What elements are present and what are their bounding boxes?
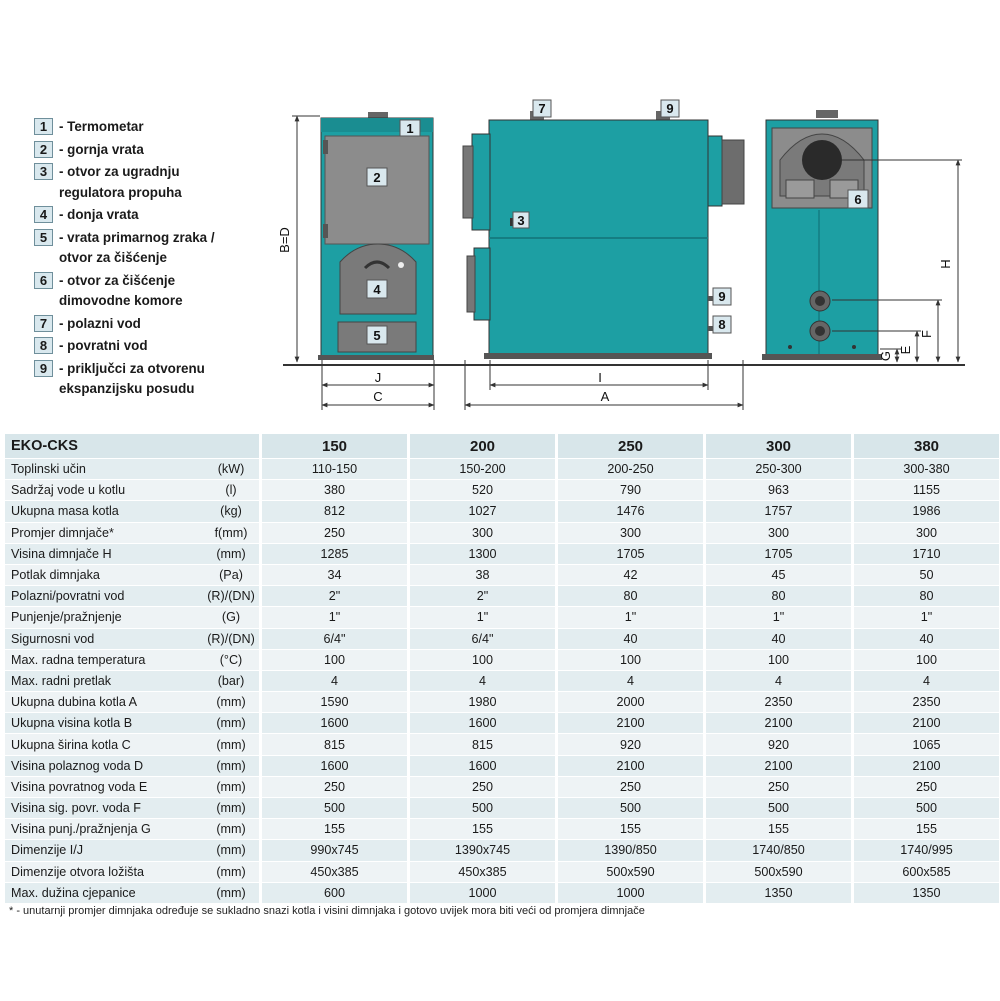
label-part-3: 3 bbox=[517, 213, 525, 228]
table-cell: 200-250 bbox=[555, 459, 703, 479]
table-cell: 6/4" bbox=[259, 629, 407, 649]
table-body bbox=[5, 459, 999, 903]
dim-label-g: G bbox=[878, 350, 893, 362]
label-part-9-back: 9 bbox=[718, 289, 726, 304]
table-cell: 80 bbox=[555, 586, 703, 606]
table-cell: 1600 bbox=[259, 756, 407, 776]
dim-label-e: E bbox=[898, 345, 913, 355]
table-cell: 1" bbox=[259, 607, 407, 627]
table-cell: 300 bbox=[407, 523, 555, 543]
table-cell: 2100 bbox=[703, 756, 851, 776]
label-part-6: 6 bbox=[854, 192, 862, 207]
unit-header bbox=[203, 434, 259, 458]
table-cell: 815 bbox=[407, 734, 555, 754]
table-row bbox=[5, 480, 999, 500]
table-cell: 38 bbox=[407, 565, 555, 585]
table-row bbox=[5, 819, 999, 839]
table-cell: 1740/850 bbox=[703, 840, 851, 860]
table-cell: 500 bbox=[555, 798, 703, 818]
row-label: Sadržaj vode u kotlu bbox=[5, 480, 203, 500]
table-cell: 1000 bbox=[555, 883, 703, 903]
table-cell: 1" bbox=[555, 607, 703, 627]
table-cell: 250 bbox=[259, 777, 407, 797]
table-cell: 155 bbox=[259, 819, 407, 839]
row-unit: (kW) bbox=[203, 459, 259, 479]
table-cell: 40 bbox=[851, 629, 999, 649]
row-unit: (°C) bbox=[203, 650, 259, 670]
table-cell: 500 bbox=[259, 798, 407, 818]
table-cell: 815 bbox=[259, 734, 407, 754]
table-cell: 1986 bbox=[851, 501, 999, 521]
model-header: 300 bbox=[703, 434, 851, 458]
table-cell: 300 bbox=[555, 523, 703, 543]
row-unit: (R)/(DN) bbox=[203, 586, 259, 606]
model-header: 200 bbox=[407, 434, 555, 458]
table-cell: 1" bbox=[703, 607, 851, 627]
legend-text: - donja vrata bbox=[59, 207, 139, 222]
table-cell: 2100 bbox=[703, 713, 851, 733]
table-row bbox=[5, 565, 999, 585]
row-label: Toplinski učin bbox=[5, 459, 203, 479]
legend-number: 1 bbox=[34, 118, 53, 135]
row-unit: (mm) bbox=[203, 798, 259, 818]
table-cell: 500x590 bbox=[555, 862, 703, 882]
table-row bbox=[5, 544, 999, 564]
row-label: Ukupna širina kotla C bbox=[5, 734, 203, 754]
table-row bbox=[5, 756, 999, 776]
table-cell: 45 bbox=[703, 565, 851, 585]
table-cell: 250 bbox=[407, 777, 555, 797]
table-cell: 100 bbox=[555, 650, 703, 670]
row-label: Punjenje/pražnjenje bbox=[5, 607, 203, 627]
legend-number: 5 bbox=[34, 229, 53, 246]
row-label: Visina polaznog voda D bbox=[5, 756, 203, 776]
table-cell: 1590 bbox=[259, 692, 407, 712]
row-unit: (mm) bbox=[203, 756, 259, 776]
table-cell: 1710 bbox=[851, 544, 999, 564]
table-cell: 250 bbox=[259, 523, 407, 543]
row-unit: (mm) bbox=[203, 713, 259, 733]
table-cell: 155 bbox=[555, 819, 703, 839]
label-part-4: 4 bbox=[373, 282, 381, 297]
legend-number: 3 bbox=[34, 163, 53, 180]
back-view bbox=[762, 110, 882, 360]
table-cell: 1705 bbox=[555, 544, 703, 564]
table-cell: 2350 bbox=[703, 692, 851, 712]
row-unit: (mm) bbox=[203, 840, 259, 860]
table-cell: 1" bbox=[851, 607, 999, 627]
row-unit: (l) bbox=[203, 480, 259, 500]
table-cell: 300 bbox=[851, 523, 999, 543]
row-unit: (mm) bbox=[203, 544, 259, 564]
legend-text: - otvor za čišćenje dimovodne komore bbox=[59, 272, 183, 308]
row-unit: (kg) bbox=[203, 501, 259, 521]
legend-number: 9 bbox=[34, 360, 53, 377]
table-cell: 1740/995 bbox=[851, 840, 999, 860]
table-row bbox=[5, 459, 999, 479]
table-cell: 1155 bbox=[851, 480, 999, 500]
dim-label-i: I bbox=[598, 370, 602, 385]
table-cell: 2" bbox=[259, 586, 407, 606]
table-cell: 1350 bbox=[703, 883, 851, 903]
row-label: Visina povratnog voda E bbox=[5, 777, 203, 797]
table-cell: 920 bbox=[703, 734, 851, 754]
table-cell: 600x585 bbox=[851, 862, 999, 882]
footnote: * - unutarnji promjer dimnjaka određuje se sukladno snazi kotla i visini dimnjaka i gotovo uvijek mora biti veći od promjera dimnjače bbox=[9, 905, 645, 917]
legend-text: - povratni vod bbox=[59, 338, 148, 353]
table-cell: 920 bbox=[555, 734, 703, 754]
dim-label-h: H bbox=[938, 259, 953, 269]
table-cell: 4 bbox=[851, 671, 999, 691]
label-part-1: 1 bbox=[406, 121, 414, 136]
table-row bbox=[5, 607, 999, 627]
table-cell: 1350 bbox=[851, 883, 999, 903]
row-unit: (G) bbox=[203, 607, 259, 627]
dim-label-bd: B=D bbox=[277, 227, 292, 253]
table-cell: 1300 bbox=[407, 544, 555, 564]
row-unit: (mm) bbox=[203, 777, 259, 797]
row-label: Polazni/povratni vod bbox=[5, 586, 203, 606]
label-part-8: 8 bbox=[718, 317, 726, 332]
legend-text: - Termometar bbox=[59, 119, 144, 134]
legend-number: 6 bbox=[34, 272, 53, 289]
row-label: Max. dužina cjepanice bbox=[5, 883, 203, 903]
table-cell: 2350 bbox=[851, 692, 999, 712]
table-cell: 100 bbox=[703, 650, 851, 670]
table-cell: 100 bbox=[851, 650, 999, 670]
table-row bbox=[5, 713, 999, 733]
table-cell: 500 bbox=[851, 798, 999, 818]
table-cell: 40 bbox=[555, 629, 703, 649]
table-cell: 250 bbox=[703, 777, 851, 797]
table-row bbox=[5, 777, 999, 797]
table-cell: 500 bbox=[407, 798, 555, 818]
table-row bbox=[5, 523, 999, 543]
table-cell: 100 bbox=[407, 650, 555, 670]
legend-text: - vrata primarnog zraka / otvor za čišćenje bbox=[59, 229, 215, 265]
row-label: Visina dimnjače H bbox=[5, 544, 203, 564]
table-cell: 1390x745 bbox=[407, 840, 555, 860]
table-cell: 250 bbox=[555, 777, 703, 797]
row-unit: (mm) bbox=[203, 692, 259, 712]
boiler-drawings bbox=[0, 0, 1000, 420]
table-cell: 34 bbox=[259, 565, 407, 585]
table-cell: 6/4" bbox=[407, 629, 555, 649]
table-cell: 2" bbox=[407, 586, 555, 606]
table-row bbox=[5, 798, 999, 818]
table-cell: 1980 bbox=[407, 692, 555, 712]
label-part-9: 9 bbox=[666, 101, 674, 116]
table-cell: 80 bbox=[703, 586, 851, 606]
label-part-7: 7 bbox=[538, 101, 546, 116]
table-cell: 1600 bbox=[259, 713, 407, 733]
legend-number: 7 bbox=[34, 315, 53, 332]
table-cell: 2100 bbox=[555, 756, 703, 776]
table-row bbox=[5, 650, 999, 670]
table-cell: 1600 bbox=[407, 756, 555, 776]
table-cell: 42 bbox=[555, 565, 703, 585]
table-cell: 1476 bbox=[555, 501, 703, 521]
row-label: Potlak dimnjaka bbox=[5, 565, 203, 585]
table-row bbox=[5, 629, 999, 649]
table-cell: 963 bbox=[703, 480, 851, 500]
table-row bbox=[5, 586, 999, 606]
row-unit: (mm) bbox=[203, 734, 259, 754]
table-cell: 155 bbox=[407, 819, 555, 839]
row-unit: (mm) bbox=[203, 862, 259, 882]
lower-door bbox=[340, 244, 416, 314]
table-title: EKO-CKS bbox=[5, 434, 203, 458]
table-cell: 1390/850 bbox=[555, 840, 703, 860]
row-unit: (Pa) bbox=[203, 565, 259, 585]
table-cell: 4 bbox=[555, 671, 703, 691]
row-label: Sigurnosni vod bbox=[5, 629, 203, 649]
table-cell: 50 bbox=[851, 565, 999, 585]
model-header: 150 bbox=[259, 434, 407, 458]
table-cell: 300-380 bbox=[851, 459, 999, 479]
legend-number: 4 bbox=[34, 206, 53, 223]
table-cell: 500x590 bbox=[703, 862, 851, 882]
table-cell: 1757 bbox=[703, 501, 851, 521]
row-label: Ukupna visina kotla B bbox=[5, 713, 203, 733]
row-unit: (R)/(DN) bbox=[203, 629, 259, 649]
table-cell: 1000 bbox=[407, 883, 555, 903]
table-cell: 2100 bbox=[555, 713, 703, 733]
dim-label-c: C bbox=[373, 389, 383, 404]
front-view bbox=[318, 112, 434, 360]
table-cell: 110-150 bbox=[259, 459, 407, 479]
row-label: Visina sig. povr. voda F bbox=[5, 798, 203, 818]
row-label: Promjer dimnjače* bbox=[5, 523, 203, 543]
legend-text: - gornja vrata bbox=[59, 141, 144, 157]
dim-label-a: A bbox=[600, 389, 610, 404]
row-label: Visina punj./pražnjenja G bbox=[5, 819, 203, 839]
table-cell: 990x745 bbox=[259, 840, 407, 860]
row-label: Ukupna masa kotla bbox=[5, 501, 203, 521]
table-row bbox=[5, 840, 999, 860]
table-row bbox=[5, 862, 999, 882]
row-label: Dimenzije otvora ložišta bbox=[5, 862, 203, 882]
table-cell: 500 bbox=[703, 798, 851, 818]
table-cell: 600 bbox=[259, 883, 407, 903]
model-header: 250 bbox=[555, 434, 703, 458]
dim-label-f: F bbox=[919, 330, 934, 338]
table-cell: 150-200 bbox=[407, 459, 555, 479]
upper-door bbox=[325, 136, 429, 244]
table-cell: 1065 bbox=[851, 734, 999, 754]
table-cell: 1027 bbox=[407, 501, 555, 521]
table-cell: 4 bbox=[703, 671, 851, 691]
table-cell: 450x385 bbox=[259, 862, 407, 882]
legend-number: 2 bbox=[34, 141, 53, 158]
table-cell: 2100 bbox=[851, 756, 999, 776]
dim-label-j: J bbox=[374, 370, 382, 385]
table-row bbox=[5, 671, 999, 691]
row-label: Max. radni pretlak bbox=[5, 671, 203, 691]
table-cell: 40 bbox=[703, 629, 851, 649]
table-cell: 380 bbox=[259, 480, 407, 500]
row-label: Ukupna dubina kotla A bbox=[5, 692, 203, 712]
table-cell: 1285 bbox=[259, 544, 407, 564]
table-cell: 4 bbox=[407, 671, 555, 691]
table-cell: 2000 bbox=[555, 692, 703, 712]
legend-text: - polazni vod bbox=[59, 315, 141, 331]
table-cell: 1600 bbox=[407, 713, 555, 733]
row-label: Max. radna temperatura bbox=[5, 650, 203, 670]
table-cell: 1705 bbox=[703, 544, 851, 564]
table-row bbox=[5, 692, 999, 712]
legend-text: - otvor za ugradnju regulatora propuha bbox=[59, 164, 182, 200]
row-unit: (mm) bbox=[203, 883, 259, 903]
table-cell: 450x385 bbox=[407, 862, 555, 882]
row-unit: f(mm) bbox=[203, 523, 259, 543]
legend-text: - priključci za otvorenu ekspanzijsku posudu bbox=[59, 360, 205, 396]
table-header-row bbox=[5, 434, 999, 458]
table-cell: 812 bbox=[259, 501, 407, 521]
side-view bbox=[463, 111, 744, 359]
table-cell: 1" bbox=[407, 607, 555, 627]
table-cell: 100 bbox=[259, 650, 407, 670]
table-cell: 155 bbox=[703, 819, 851, 839]
table-cell: 250 bbox=[851, 777, 999, 797]
table-cell: 80 bbox=[851, 586, 999, 606]
table-cell: 2100 bbox=[851, 713, 999, 733]
model-header: 380 bbox=[851, 434, 999, 458]
row-label: Dimenzije I/J bbox=[5, 840, 203, 860]
table-cell: 520 bbox=[407, 480, 555, 500]
table-row bbox=[5, 501, 999, 521]
row-unit: (mm) bbox=[203, 819, 259, 839]
table-cell: 155 bbox=[851, 819, 999, 839]
legend-number: 8 bbox=[34, 337, 53, 354]
spec-table bbox=[5, 433, 999, 904]
row-unit: (bar) bbox=[203, 671, 259, 691]
table-cell: 300 bbox=[703, 523, 851, 543]
label-part-5: 5 bbox=[373, 328, 381, 343]
table-row bbox=[5, 734, 999, 754]
table-cell: 790 bbox=[555, 480, 703, 500]
table-row bbox=[5, 883, 999, 903]
table-cell: 4 bbox=[259, 671, 407, 691]
label-part-2: 2 bbox=[373, 170, 381, 185]
table-cell: 250-300 bbox=[703, 459, 851, 479]
